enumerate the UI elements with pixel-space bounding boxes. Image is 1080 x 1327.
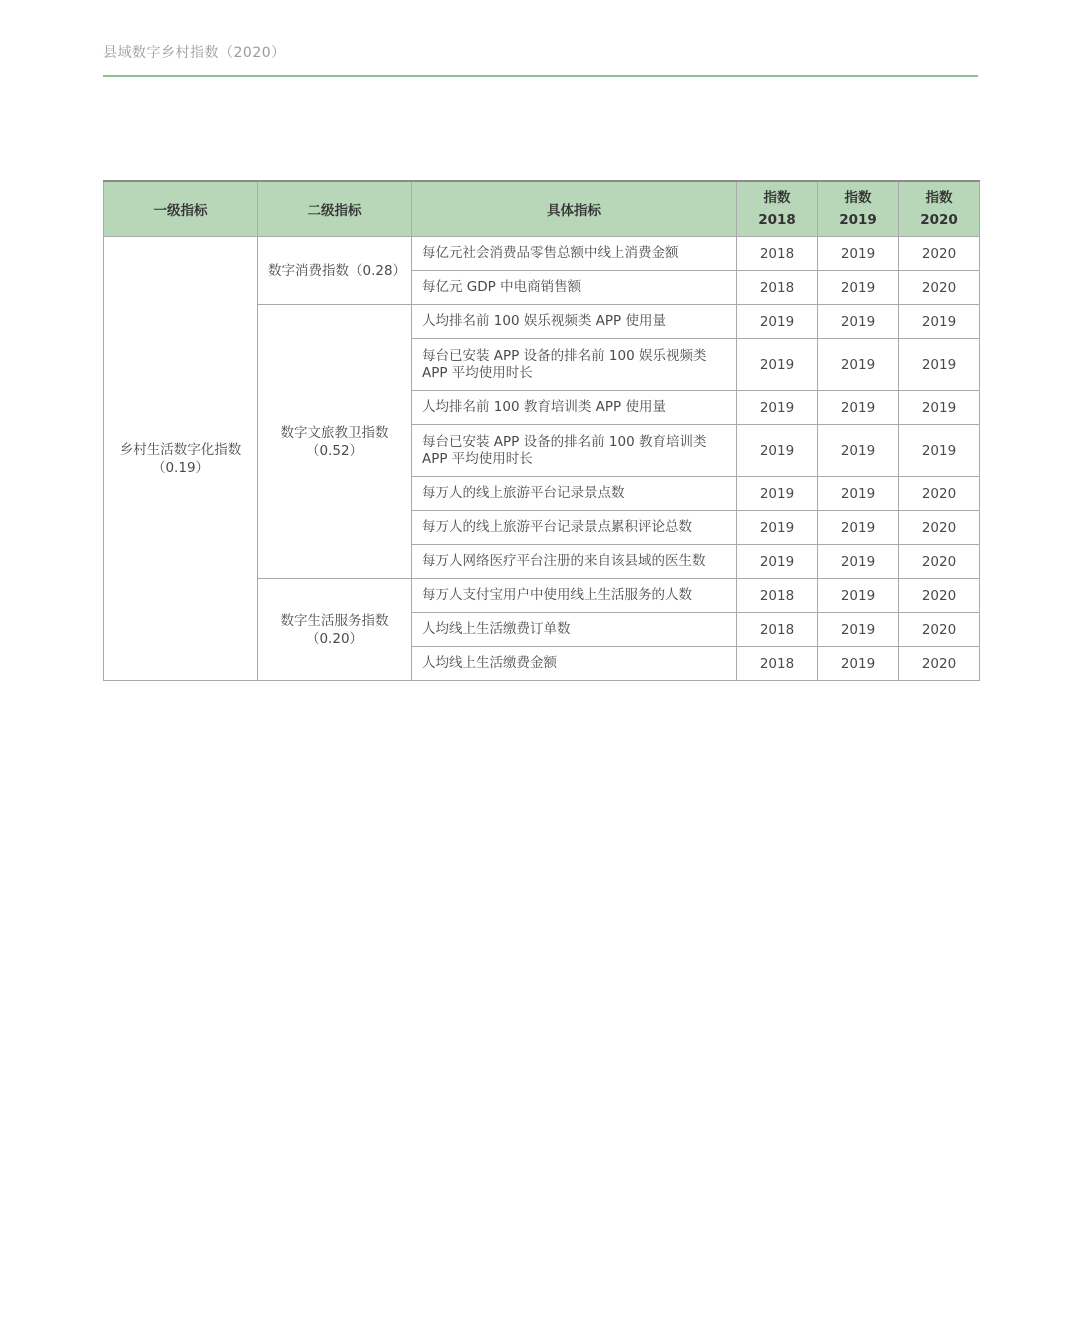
indicator-cell xyxy=(412,425,737,477)
header-level2: 二级指标 xyxy=(258,181,412,237)
level2-name: 数字生活服务指数 xyxy=(280,612,389,629)
header-year-2020-value: 2020 xyxy=(920,212,958,228)
year-2020-cell: 2020 xyxy=(899,511,980,545)
level1-name: 乡村生活数字化指数 xyxy=(119,441,242,458)
year-2019-cell: 2019 xyxy=(818,391,899,425)
indicator-table xyxy=(103,180,980,681)
year-2018-cell: 2019 xyxy=(737,545,818,579)
year-2018-cell: 2018 xyxy=(737,647,818,681)
indicator-text: 每万人的线上旅游平台记录景点累积评论总数 xyxy=(422,519,692,535)
indicator-text: 人均排名前 100 教育培训类 APP 使用量 xyxy=(422,399,666,415)
level2-weight: （0.52） xyxy=(305,442,364,459)
year-2020-cell: 2019 xyxy=(899,425,980,477)
header-year-2020-label: 指数 xyxy=(925,190,953,206)
year-2019-cell: 2019 xyxy=(818,305,899,339)
year-2020-cell: 2020 xyxy=(899,545,980,579)
level1-weight: （0.19） xyxy=(151,459,210,476)
indicator-cell xyxy=(412,545,737,579)
indicator-text: 每亿元 GDP 中电商销售额 xyxy=(422,279,582,295)
level2-weight: （0.20） xyxy=(305,630,364,647)
indicator-text: 人均排名前 100 娱乐视频类 APP 使用量 xyxy=(422,313,666,329)
year-2020-cell: 2020 xyxy=(899,477,980,511)
level2-name: 数字消费指数（0.28） xyxy=(268,262,407,279)
year-2019-cell: 2019 xyxy=(818,579,899,613)
indicator-text: 每万人支付宝用户中使用线上生活服务的人数 xyxy=(422,587,692,603)
year-2020-cell: 2020 xyxy=(899,579,980,613)
indicator-text: 人均线上生活缴费订单数 xyxy=(422,621,571,637)
level2-cell-consumption xyxy=(258,237,412,305)
header-year-2018 xyxy=(737,181,818,237)
indicator-cell xyxy=(412,613,737,647)
indicator-text: APP 平均使用时长 xyxy=(422,364,533,381)
header-year-2018-label: 指数 xyxy=(763,190,791,206)
indicator-cell xyxy=(412,647,737,681)
indicator-cell xyxy=(412,305,737,339)
header-year-2019-label: 指数 xyxy=(844,190,872,206)
indicator-cell xyxy=(412,237,737,271)
header-level1: 一级指标 xyxy=(104,181,258,237)
indicator-cell xyxy=(412,339,737,391)
year-2019-cell: 2019 xyxy=(818,647,899,681)
level2-cell-life-services xyxy=(258,579,412,681)
running-header: 县域数字乡村指数（2020） xyxy=(103,45,286,61)
year-2018-cell: 2019 xyxy=(737,477,818,511)
year-2019-cell: 2019 xyxy=(818,545,899,579)
header-year-2020 xyxy=(899,181,980,237)
year-2020-cell: 2020 xyxy=(899,237,980,271)
table-header-row xyxy=(104,181,980,237)
header-year-2018-value: 2018 xyxy=(758,212,796,228)
indicator-text: 每台已安装 APP 设备的排名前 100 教育培训类 xyxy=(422,433,707,450)
year-2019-cell: 2019 xyxy=(818,613,899,647)
indicator-text: 人均线上生活缴费金额 xyxy=(422,655,557,671)
indicator-cell xyxy=(412,477,737,511)
year-2020-cell: 2020 xyxy=(899,271,980,305)
level1-cell xyxy=(104,237,258,681)
level2-cell-culture-tourism-edu-health xyxy=(258,305,412,579)
year-2020-cell: 2019 xyxy=(899,339,980,391)
year-2018-cell: 2019 xyxy=(737,305,818,339)
indicator-text: 每亿元社会消费品零售总额中线上消费金额 xyxy=(422,245,679,261)
header-year-2019 xyxy=(818,181,899,237)
year-2018-cell: 2019 xyxy=(737,511,818,545)
table-row xyxy=(104,237,980,271)
year-2020-cell: 2019 xyxy=(899,305,980,339)
header-year-2019-value: 2019 xyxy=(839,212,877,228)
year-2018-cell: 2019 xyxy=(737,391,818,425)
year-2019-cell: 2019 xyxy=(818,339,899,391)
year-2019-cell: 2019 xyxy=(818,237,899,271)
indicator-text: 每万人的线上旅游平台记录景点数 xyxy=(422,485,625,501)
indicator-text: 每万人网络医疗平台注册的来自该县域的医生数 xyxy=(422,553,706,569)
indicator-cell xyxy=(412,271,737,305)
year-2019-cell: 2019 xyxy=(818,271,899,305)
year-2020-cell: 2019 xyxy=(899,391,980,425)
year-2020-cell: 2020 xyxy=(899,613,980,647)
year-2018-cell: 2018 xyxy=(737,579,818,613)
year-2018-cell: 2019 xyxy=(737,339,818,391)
indicator-text: 每台已安装 APP 设备的排名前 100 娱乐视频类 xyxy=(422,347,707,364)
level2-name: 数字文旅教卫指数 xyxy=(280,424,389,441)
year-2019-cell: 2019 xyxy=(818,425,899,477)
year-2019-cell: 2019 xyxy=(818,477,899,511)
header-indicator: 具体指标 xyxy=(412,181,737,237)
indicator-cell xyxy=(412,579,737,613)
indicator-cell xyxy=(412,511,737,545)
indicator-text: APP 平均使用时长 xyxy=(422,450,533,467)
year-2018-cell: 2018 xyxy=(737,613,818,647)
indicator-cell xyxy=(412,391,737,425)
header-divider xyxy=(103,75,978,77)
year-2018-cell: 2018 xyxy=(737,271,818,305)
year-2018-cell: 2019 xyxy=(737,425,818,477)
year-2018-cell: 2018 xyxy=(737,237,818,271)
year-2019-cell: 2019 xyxy=(818,511,899,545)
year-2020-cell: 2020 xyxy=(899,647,980,681)
